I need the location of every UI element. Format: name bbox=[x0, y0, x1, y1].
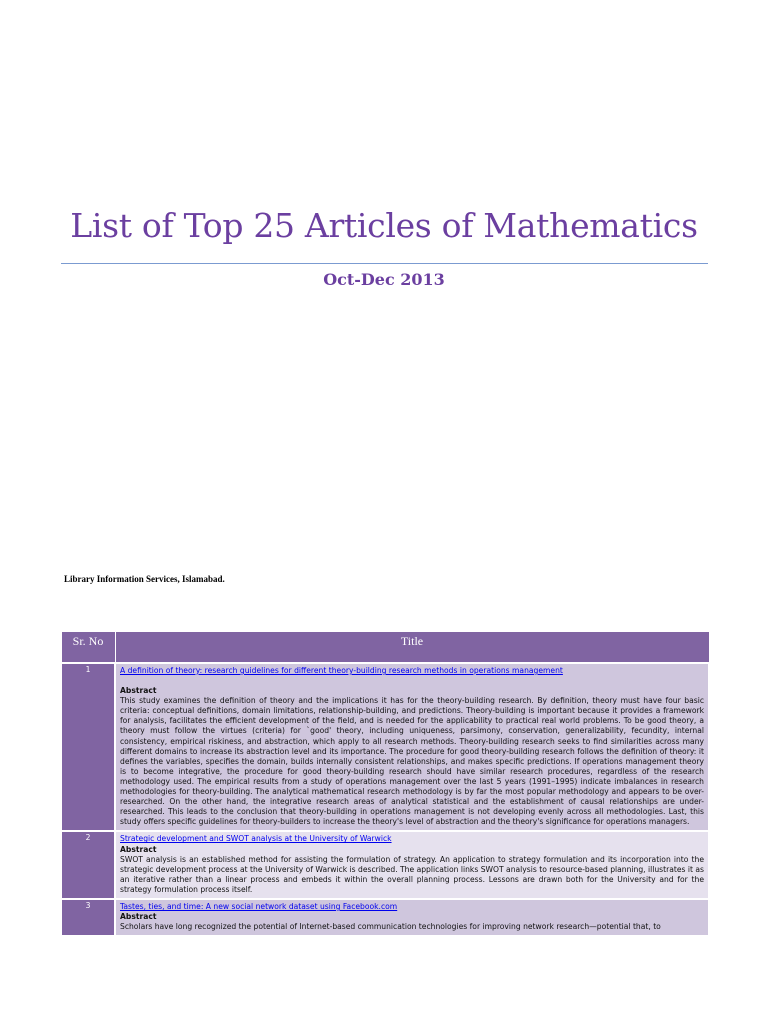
document-period: Oct-Dec 2013 bbox=[323, 270, 445, 289]
column-header-title: Title bbox=[115, 632, 709, 664]
row-number: 1 bbox=[61, 663, 115, 831]
organization-label: Library Information Services, Islamabad. bbox=[64, 574, 225, 584]
table-header-row bbox=[61, 632, 709, 664]
row-number: 3 bbox=[61, 899, 115, 936]
column-header-sr-no: Sr. No bbox=[61, 632, 115, 664]
table-row bbox=[61, 831, 709, 899]
row-content bbox=[115, 663, 709, 831]
abstract-label: Abstract bbox=[120, 912, 157, 922]
abstract-text: SWOT analysis is an established method for assisting the formulation of strategy. An application to strategy formulation and its incorporation into the strategic development process at the University of Warwick is described. The application links SWOT analysis to resource-based planning, illustrates it as an iterative rather than a linear process and embeds it within the overall planning process. Lessons are drawn both for the University and for the strategy formulation process itself. bbox=[120, 854, 704, 894]
abstract-text: Scholars have long recognized the potential of Internet-based communication technologies for improving network research—potential that, to bbox=[120, 922, 661, 932]
row-content bbox=[115, 831, 709, 899]
articles-table bbox=[60, 631, 710, 937]
abstract-label: Abstract bbox=[120, 686, 157, 696]
table-row bbox=[61, 663, 709, 831]
abstract-label: Abstract bbox=[120, 844, 157, 854]
table-row bbox=[61, 899, 709, 936]
row-content bbox=[115, 899, 709, 936]
article-title-link[interactable]: Tastes, ties, and time: A new social network dataset using Facebook.com bbox=[120, 901, 398, 911]
article-title-link[interactable]: Strategic development and SWOT analysis at the University of Warwick bbox=[120, 834, 392, 844]
document-title: List of Top 25 Articles of Mathematics bbox=[70, 206, 698, 245]
title-divider bbox=[61, 263, 708, 264]
article-title-link[interactable]: A definition of theory: research guidelines for different theory-building research methods in operations management bbox=[120, 666, 563, 675]
row-number: 2 bbox=[61, 831, 115, 899]
abstract-text: This study examines the definition of theory and the implications it has for the theory-building research. By definition, theory must have four basic criteria: conceptual definitions, domain limitations, relationship-building, and predictions. Theory-building is important because it provides a framework for analysis, facilitates the efficient development of the field, and is needed for the applicability to practical real world problems. To be good theory, a theory must follow the virtues (criteria) for `good' theory, including uniqueness, parsimony, conservation, generalizability, fecundity, internal consistency, empirical riskiness, and abstraction, which apply to all research methods. Theory-building research seeks to find similarities across many different domains to increase its abstraction level and its importance. The procedure for good theory-building research follows the definition of theory: it defines the variables, specifies the domain, builds internally consistent relationships, and makes specific predictions. If operations management theory is to become integrative, the procedure for good theory-building research should have similar research procedures, regardless of the research methodology used. The empirical results from a study of operations management over the last 5 years (1991–1995) indicate imbalances in research methodologies for theory-building. The analytical mathematical research methodology is by far the most popular methodology and appears to be over-researched. On the other hand, the integrative research areas of analytical statistical and the establishment of causal relationships are under-researched. This leads to the conclusion that theory-building in operations management is not developing evenly across all methodologies. Last, this study offers specific guidelines for theory-builders to increase the theory's level of abstraction and the theory's significance for operations managers. bbox=[120, 696, 704, 827]
